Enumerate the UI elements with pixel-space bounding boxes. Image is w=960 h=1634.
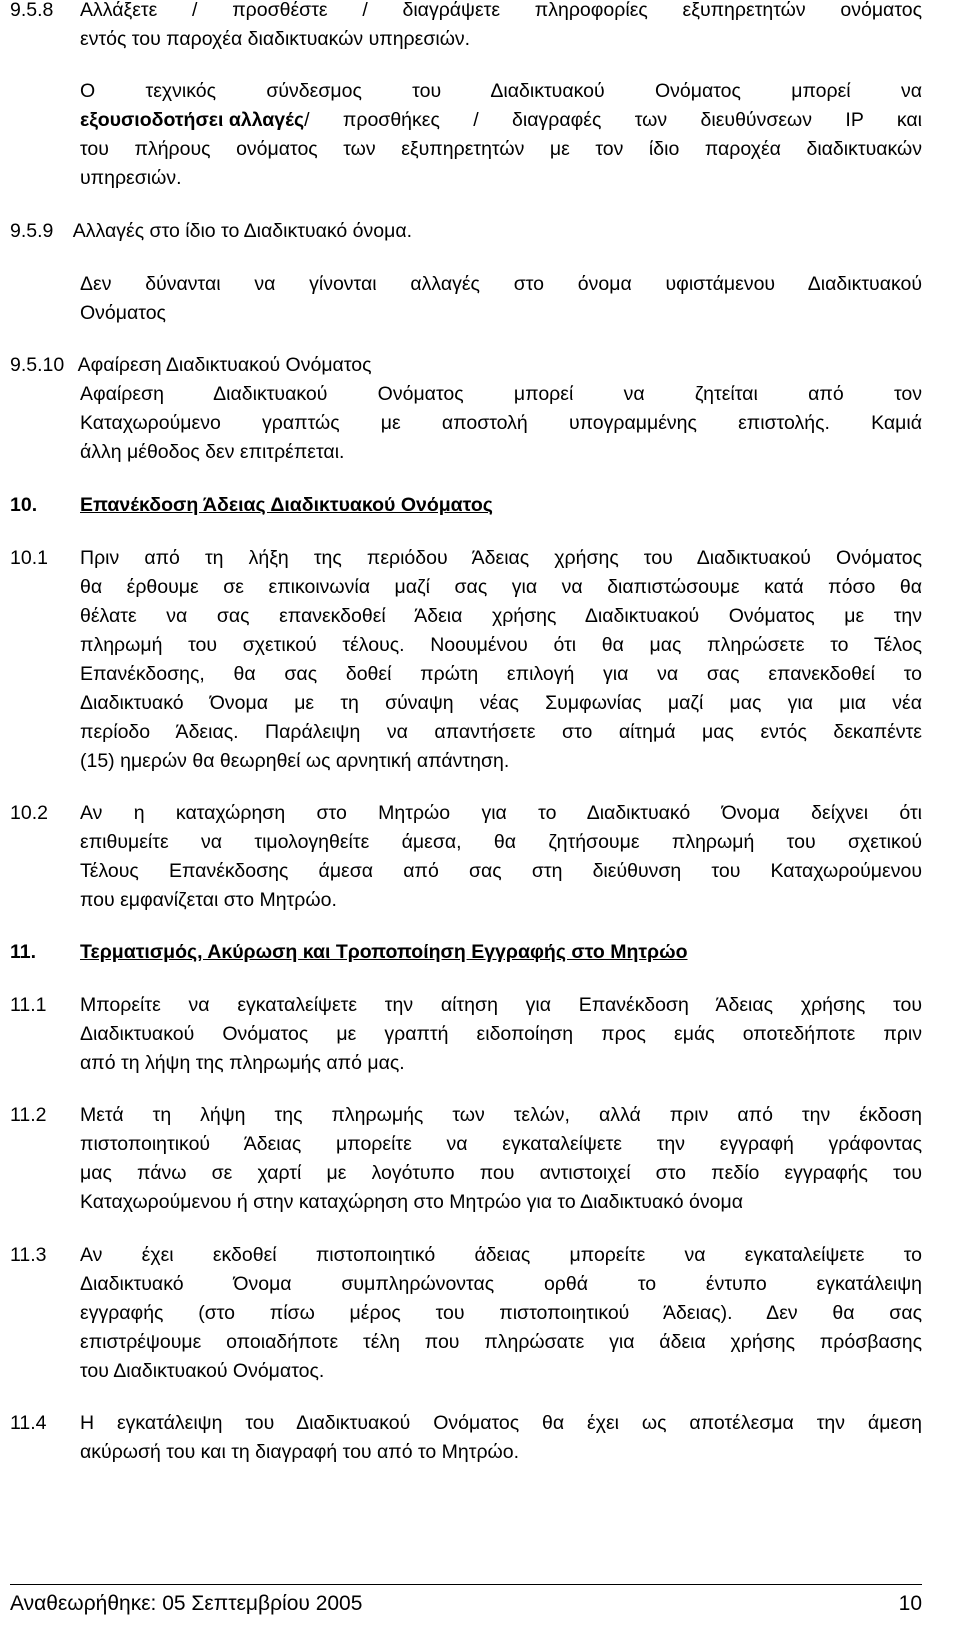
paragraph-line: εγγραφής (στο πίσω μέρος του πιστοποιητικού Άδειας). Δεν θα σας xyxy=(80,1302,922,1324)
paragraph-line: Τέλους Επανέκδοσης άμεσα από σας στη διεύθυνση του Καταχωρούμενου xyxy=(80,860,922,882)
paragraph-line: Αφαίρεση Διαδικτυακού Ονόματος μπορεί να ζητείται από τον xyxy=(80,383,922,405)
footer-page-number: 10 xyxy=(898,1592,922,1615)
paragraph-line: Καταχωρούμενο γραπτώς με αποστολή υπογραμμένης επιστολής. Καμιά xyxy=(80,412,922,434)
paragraph-number: 11.4 xyxy=(10,1412,47,1434)
paragraph-number: 11.2 xyxy=(10,1104,47,1126)
paragraph-line: Μετά τη λήψη της πληρωμής των τελών, αλλά πριν από την έκδοση xyxy=(80,1104,922,1126)
section-number: 10. xyxy=(10,494,38,516)
paragraph-line xyxy=(80,106,922,135)
paragraph-line: Η εγκατάλειψη του Διαδικτυακού Ονόματος θα έχει ως αποτέλεσμα την άμεση xyxy=(80,1412,922,1434)
paragraph-line: υπηρεσιών. xyxy=(80,167,182,189)
paragraph-line: πληρωμή του σχετικού τέλους. Νοουμένου ότι θα μας πληρώσετε το Τέλος xyxy=(80,634,922,656)
section-10-title: Επανέκδοση Άδειας Διαδικτυακού Ονόματος xyxy=(80,494,493,516)
section-number: 9.5.10 xyxy=(10,354,65,376)
section-heading-line: Αλλάξετε / προσθέστε / διαγράψετε πληροφορίες εξυπηρετητών ονόματος xyxy=(80,0,922,21)
paragraph-line: θα έρθουμε σε επικοινωνία μαζί σας για να διαπιστώσουμε κατά πόσο θα xyxy=(80,576,922,598)
section-9-5-9-heading xyxy=(10,217,412,246)
paragraph-line: που εμφανίζεται στο Μητρώο. xyxy=(80,889,337,911)
paragraph-line: θέλατε να σας επανεκδοθεί Άδεια χρήσης Διαδικτυακού Ονόματος με την xyxy=(80,605,922,627)
paragraph-line: Αν έχει εκδοθεί πιστοποιητικό άδειας μπορείτε να εγκαταλείψετε το xyxy=(80,1244,922,1266)
section-10-heading xyxy=(10,491,37,520)
paragraph-line: Ο τεχνικός σύνδεσμος του Διαδικτυακού Ονόματος μπορεί να xyxy=(80,80,922,102)
paragraph-line: Πριν από τη λήξη της περιόδου Άδειας χρήσης του Διαδικτυακού Ονόματος xyxy=(80,547,922,569)
section-title: Αλλαγές στο ίδιο το Διαδικτυακό όνομα. xyxy=(72,220,413,242)
footer-divider xyxy=(10,1584,922,1585)
paragraph-line: επιθυμείτε να τιμολογηθείτε άμεσα, θα ζητήσουμε πληρωμή του σχετικού xyxy=(80,831,922,853)
paragraph-line: ακύρωσή του και τη διαγραφή του από το Μητρώο. xyxy=(80,1441,520,1463)
paragraph-line: περίοδο Άδειας. Παράλειψη να απαντήσετε στο αίτημά μας εντός δεκαπέντε xyxy=(80,721,922,743)
section-number: 9.5.8 xyxy=(10,0,54,21)
paragraph-line: πιστοποιητικού Άδειας μπορείτε να εγκαταλείψετε την εγγραφή γράφοντας xyxy=(80,1133,922,1155)
paragraph-line: άλλη μέθοδος δεν επιτρέπεται. xyxy=(80,441,345,463)
paragraph-line: (15) ημερών θα θεωρηθεί ως αρνητική απάντηση. xyxy=(80,750,510,772)
section-heading-line: εντός του παροχέα διαδικτυακών υπηρεσιών. xyxy=(80,28,471,50)
paragraph-number: 10.2 xyxy=(10,802,48,824)
bold-phrase: εξουσιοδοτήσει αλλαγές xyxy=(80,109,305,131)
paragraph-number: 11.3 xyxy=(10,1244,47,1266)
paragraph-number: 11.1 xyxy=(10,994,47,1016)
paragraph-line: Καταχωρούμενου ή στην καταχώρηση στο Μητρώο για το Διαδικτυακό όνομα xyxy=(80,1191,743,1213)
paragraph-line: Διαδικτυακό Όνομα συμπληρώνοντας ορθά το έντυπο εγκατάλειψη xyxy=(80,1273,922,1295)
footer-revision-date: Αναθεωρήθηκε: 05 Σεπτεμβρίου 2005 xyxy=(10,1592,363,1615)
section-11-title: Τερματισμός, Ακύρωση και Τροποποίηση Εγγραφής στο Μητρώο xyxy=(80,941,688,963)
paragraph-line: Μπορείτε να εγκαταλείψετε την αίτηση για Επανέκδοση Άδειας χρήσης του xyxy=(80,994,922,1016)
section-11-heading xyxy=(10,938,36,967)
section-9-5-10-heading xyxy=(10,351,372,380)
paragraph-line: από τη λήψη της πληρωμής από μας. xyxy=(80,1052,405,1074)
paragraph-text: / προσθήκες / διαγραφές των διευθύνσεων IP και xyxy=(304,109,922,131)
paragraph-line: Δεν δύνανται να γίνονται αλλαγές στο όνομα υφιστάμενου Διαδικτυακού xyxy=(80,273,922,295)
paragraph-line: επιστρέψουμε οποιαδήποτε τέλη που πληρώσατε για άδεια χρήσης πρόσβασης xyxy=(80,1331,922,1353)
paragraph-number: 10.1 xyxy=(10,547,48,569)
paragraph-line: μας πάνω σε χαρτί με λογότυπο που αντιστοιχεί στο πεδίο εγγραφής του xyxy=(80,1162,922,1184)
section-number: 9.5.9 xyxy=(10,220,54,242)
paragraph-line: Αν η καταχώρηση στο Μητρώο για το Διαδικτυακό Όνομα δείχνει ότι xyxy=(80,802,922,824)
section-number: 11. xyxy=(10,941,37,963)
paragraph-line: του πλήρους ονόματος των εξυπηρετητών με τον ίδιο παροχέα διαδικτυακών xyxy=(80,138,922,160)
section-title: Αφαίρεση Διαδικτυακού Ονόματος xyxy=(77,354,372,376)
paragraph-line: του Διαδικτυακού Ονόματος. xyxy=(80,1360,325,1382)
paragraph-line: Επανέκδοσης, θα σας δοθεί πρώτη επιλογή για να σας επανεκδοθεί το xyxy=(80,663,922,685)
paragraph-line: Διαδικτυακού Ονόματος με γραπτή ειδοποίηση προς εμάς οποτεδήποτε πριν xyxy=(80,1023,922,1045)
paragraph-line: Διαδικτυακό Όνομα με τη σύναψη νέας Συμφωνίας μαζί μας για μια νέα xyxy=(80,692,922,714)
paragraph-line: Ονόματος xyxy=(80,302,166,324)
